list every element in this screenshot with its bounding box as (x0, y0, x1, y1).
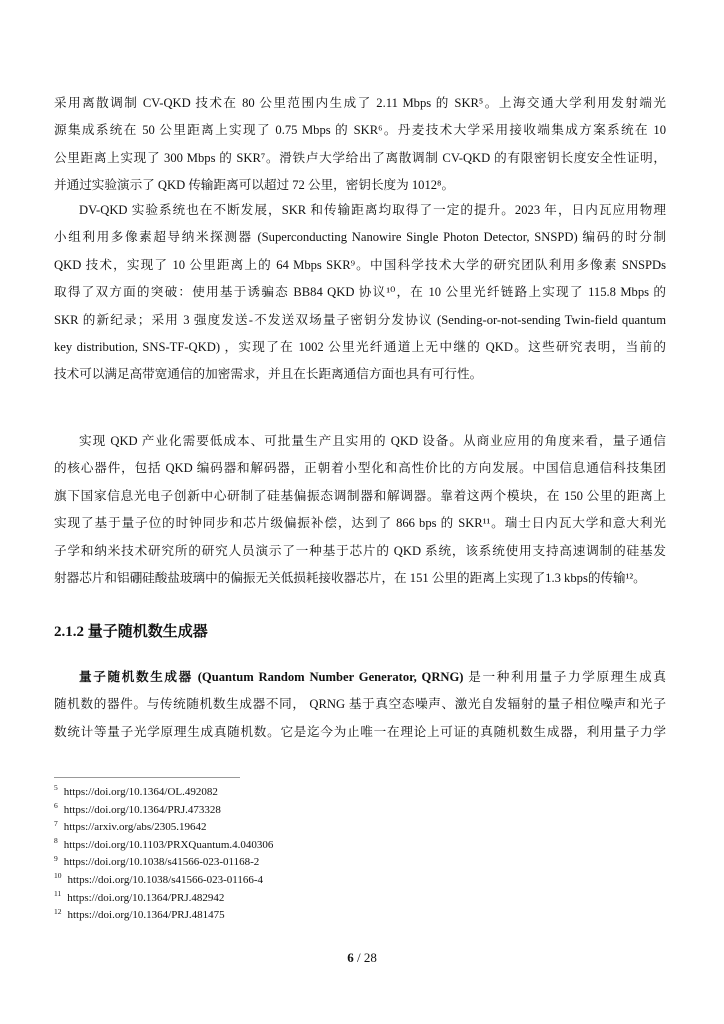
text-line: 的核心器件，包括 QKD 编码器和解码器，正朝着小型化和高性价比的方向发展。中国信息通信科技集团 (54, 461, 666, 476)
paragraph-dv-qkd (54, 197, 666, 389)
text-line: 实现了基于量子位的时钟同步和芯片级偏振补偿，达到了 866 bps 的 SKR¹¹。瑞士日内瓦大学和意大利光 (54, 516, 666, 531)
footnote-number: 7 (54, 818, 58, 828)
text-line: 并通过实验演示了 QKD 传输距离可以超过 72 公里，密钥长度为 1012⁸。 (54, 178, 455, 193)
text-line: 旗下国家信息光电子创新中心研制了硅基偏振态调制器和解调器。靠着这两个模块，在 150 公里的距离上 (54, 488, 666, 503)
footnote-link[interactable]: https://doi.org/10.1364/OL.492082 (63, 786, 218, 798)
footnote (54, 907, 273, 925)
total-pages: 28 (363, 950, 377, 965)
footnote (54, 802, 273, 820)
footnote-link[interactable]: https://doi.org/10.1364/PRJ.481475 (67, 909, 225, 922)
text-fragment: 是一种利用量子力学原理生成真 (463, 670, 667, 684)
footnote-link[interactable]: https://doi.org/10.1038/s41566-023-01166-4 (67, 873, 264, 886)
section-heading: 2.1.2 量子随机数生成器 (54, 624, 208, 640)
text-line: 子学和纳米技术研究所的研究人员演示了一种基于芯片的 QKD 系统，该系统使用支持高速调制的硅基发 (54, 543, 666, 558)
text-line: 采用离散调制 CV-QKD 技术在 80 公里范围内生成了 2.11 Mbps 的 SKR⁵。上海交通大学利用发射端光 (54, 96, 666, 110)
footnote-number: 9 (54, 853, 58, 863)
current-page: 6 (347, 950, 354, 965)
footnote-number: 12 (54, 906, 62, 916)
paragraph-qrng (54, 664, 666, 746)
footnote (54, 890, 273, 908)
text-line: 源集成系统在 50 公里距离上实现了 0.75 Mbps 的 SKR⁶。丹麦技术大学采用接收端集成方案系统在 10 (54, 123, 666, 138)
footnote-link[interactable]: https://doi.org/10.1038/s41566-023-01168-2 (63, 856, 260, 869)
text-line: 小组利用多像素超导纳米探测器 (Superconducting Nanowire Single Photon Detector, SNSPD) 编码的时分制 (54, 230, 666, 245)
text-line: 射器芯片和铝硼硅酸盐玻璃中的偏振无关低损耗接收器芯片，在 151 公里的距离上实现了1.3 kbps的传输¹²。 (54, 571, 646, 586)
footnote-number: 5 (54, 783, 58, 793)
footnote-link[interactable]: https://doi.org/10.1103/PRXQuantum.4.040306 (63, 838, 274, 851)
footnote-link[interactable]: https://doi.org/10.1364/PRJ.473328 (63, 803, 221, 816)
footnote (54, 837, 273, 855)
text-line: key distribution, SNS-TF-QKD) ，实现了在 1002 公里光纤通道上无中继的 QKD。这些研究表明，当前的 (54, 340, 666, 355)
footnote-divider (54, 777, 240, 778)
page-number (0, 950, 724, 966)
paragraph-qkd-industrialization (54, 428, 666, 592)
paragraph-cv-qkd (54, 90, 666, 200)
footnote-number: 11 (54, 888, 62, 898)
text-line: 数统计等量子光学原理生成真随机数。它是迄今为止唯一在理论上可证的真随机数生成器，利用量子力学 (54, 724, 666, 739)
footnote-list (54, 784, 273, 925)
text-line (54, 664, 666, 691)
text-line: 取得了双方面的突破：使用基于诱骗态 BB84 QKD 协议¹⁰，在 10 公里光纤链路上实现了 115.8 Mbps 的 (54, 285, 666, 300)
text-line: 技术可以满足高带宽通信的加密需求，并且在长距离通信方面也具有可行性。 (54, 367, 483, 382)
text-line: 实现 QKD 产业化需要低成本、可批量生产且实用的 QKD 设备。从商业应用的角度来看，量子通信 (79, 434, 666, 448)
text-line: 随机数的器件。与传统随机数生成器不同， QRNG 基于真空态噪声、激光自发辐射的量子相位噪声和光子 (54, 697, 666, 712)
text-line: SKR 的新纪录；采用 3 强度发送-不发送双场量子密钥分发协议 (Sending-or-not-sending Twin-field quantum (54, 312, 666, 327)
footnote-number: 6 (54, 800, 58, 810)
footnote-link[interactable]: https://arxiv.org/abs/2305.19642 (63, 821, 207, 834)
footnote-number: 8 (54, 836, 58, 846)
page-separator: / (353, 950, 364, 965)
bold-term: 量子随机数生成器 (Quantum Random Number Generator, QRNG) (79, 670, 464, 684)
footnote-link[interactable]: https://doi.org/10.1364/PRJ.482942 (67, 891, 225, 904)
footnote (54, 872, 273, 890)
footnote (54, 819, 273, 837)
footnote (54, 854, 273, 872)
footnote (54, 784, 273, 802)
text-line: 公里距离上实现了 300 Mbps 的 SKR⁷。滑铁卢大学给出了离散调制 CV-QKD 的有限密钥长度安全性证明， (54, 150, 666, 165)
text-line: DV-QKD 实验系统也在不断发展，SKR 和传输距离均取得了一定的提升。2023 年，日内瓦应用物理 (79, 203, 666, 217)
footnote-number: 10 (54, 871, 62, 881)
text-line: QKD 技术，实现了 10 公里距离上的 64 Mbps SKR⁹。中国科学技术大学的研究团队利用多像素 SNSPDs (54, 257, 666, 272)
